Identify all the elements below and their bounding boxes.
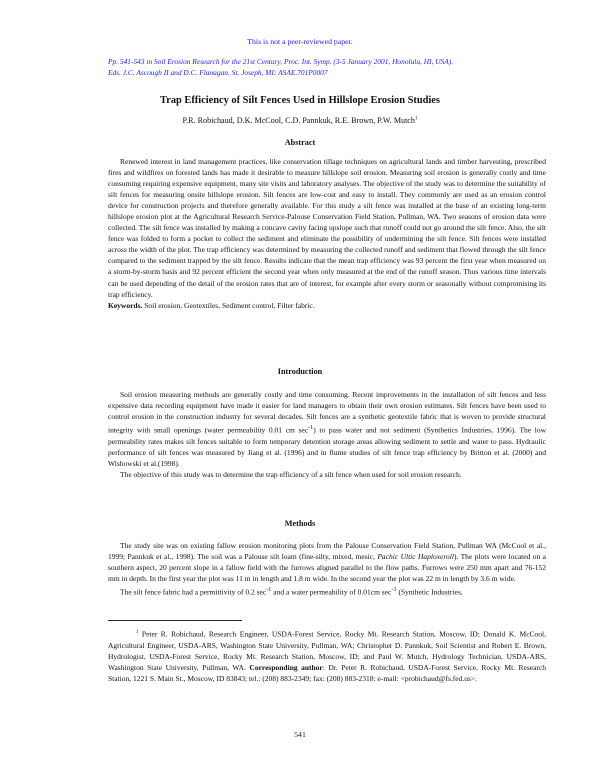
methods-paragraph-1 [108, 540, 546, 584]
citation-block [108, 56, 548, 78]
footnote-mark: 1 [136, 630, 139, 635]
footnote [108, 627, 546, 685]
methods-p2-part-c: (Synthetic Industries, [396, 587, 463, 597]
peer-review-notice: This is not a peer-reviewed paper. [247, 37, 353, 46]
paper-title: Trap Efficiency of Silt Fences Used in Hillslope Erosion Studies [160, 95, 440, 106]
abstract-body [108, 156, 546, 311]
footnote-divider [108, 620, 242, 621]
methods-p2-part-a: The silt fence fabric had a permittivity of 0.2 sec [120, 587, 267, 597]
abstract-heading: Abstract [284, 138, 316, 147]
intro-p1-part-a: Soil erosion measuring methods are generally costly and time consuming. Recent improvements in the installation of silt fences and less expensive data recording equipment have made it easier for land managers to obtain their own erosion estimates. Silt fences have been used to control erosion in the construction industry for several decades. Silt fences are a synthetic geotextile fabric that is woven to provide structural integrity with small openings (water permeability 0.01 cm sec [108, 390, 546, 435]
corresponding-author-label: Corresponding author [249, 663, 323, 673]
introduction-paragraph-1 [108, 389, 546, 469]
methods-p2-part-b: and a water permeability of 0.01cm sec [271, 587, 392, 597]
intro-p1-superscript: -1 [308, 424, 314, 432]
author-list [0, 116, 600, 125]
methods-heading: Methods [284, 519, 316, 528]
footnote-part-a: Peter R. Robichaud, Research Engineer, USDA-Forest Service, Rocky Mt. Research Station, Moscow, ID; Donald K. McCool, Agricultural Engineer, USDA-ARS, Washington State University, Pullman, WA; Christopher D. Pannkuk, Soil Scientist and Robert E. Brown, Hydrologist, USDA-Forest Service, Rocky Mt. Research Station, Moscow, ID; and Paul W. Mutch, Hydrology Technician, USDA-ARS, Washington State University, Pullman, WA. [108, 629, 546, 673]
citation-line-2: Eds. J.C. Ascough II and D.C. Flanagan. St. Joseph, MI: ASAE.701P0007 [108, 68, 328, 77]
introduction-body [108, 389, 546, 480]
soil-taxonomy-italic: Pachic Ultic Haploxeroll [377, 552, 454, 562]
author-footnote-mark: 1 [414, 116, 418, 122]
introduction-paragraph-2: The objective of this study was to determine the trap efficiency of a silt fence when used for soil erosion research. [120, 469, 462, 479]
citation-line-1: Pp. 541-543 in Soil Erosion Research for the 21st Century, Proc. Int. Symp. (3-5 January 2001, Honolulu, HI, USA). [108, 57, 454, 66]
keywords-line [108, 300, 546, 311]
introduction-heading: Introduction [277, 367, 323, 376]
footnote-text [108, 627, 546, 685]
intro-p1-part-b: ) to pass water and not sediment (Synthetics Industries, 1996). The low permeability rates makes silt fences suitable to form temporary detention storage areas allowing sediment to settle and water to pass. Hydraulic performance of silt fences was measured by Jiang et al. (1996) and in flume studies of silt fence trap efficiency by Britton et al. (2000) and Wishowski et al.(1998). [108, 425, 546, 468]
page-number: 541 [294, 730, 306, 739]
keywords-text: Soil erosion, Geotextiles, Sediment control, Filter fabric. [144, 300, 315, 310]
methods-p2-superscript-2: -1 [391, 586, 397, 594]
authors-text: P.R. Robichaud, D.K. McCool, C.D. Pannkuk, R.E. Brown, P.W. Mutch [182, 116, 415, 125]
keywords-label: Keywords. [108, 300, 143, 310]
methods-p1-part-a: The study site was on existing fallow erosion monitoring plots from the Palouse Conservation Field Station, Pullman WA (McCool et al., 1999; Pannkuk et al., 1998). The soil was a Palouse silt loam (fine-silty, mixed, mesic, [108, 541, 546, 562]
abstract-text: Renewed interest in land management practices, like conservation tillage techniques on agricultural lands and timber harvesting, prescribed fires and wildfires on forested lands has made it desirable to measure hillslope soil erosion. Measuring soil erosion is generally costly and time consuming requiring expensive equipment, many site visits and laboratory analyses. The objective of the study was to determine the suitability of silt fences for measuring onsite hillslope erosion. Silt fences are low-cost and easy to install. They commonly are used as an erosion control device for construction projects and therefore generally available. For this study a silt fence was installed at the base of an existing long-term hillslope erosion plot at the Agricultural Research Service-Palouse Conservation Field Station, Pullman, WA. Two seasons of erosion data were collected. The silt fence was installed by making a concave cavity facing upslope such that runoff could not go around the silt fence. Also, the silt fence was folded to form a pocket to collect the sediment and eliminate the possibility of undermining the silt fence. Silt fences were installed across the width of the plot. The trap efficiency was determined by measuring the collected runoff and sediment that flowed through the silt fence compared to the sediment trapped by the silt fence. Results indicate that the mean trap efficiency was 93 percent the first year when measured on a storm-by-storm basis and 92 percent efficient the second year when only measured at the end of the runoff season. Thus various time intervals can be used depending of the detail of the erosion rates that are of interest, for example after every storm or seasonally without compromising its trap efficiency. [108, 157, 546, 299]
footnote-part-b: : Dr. Peter R. Robichaud, USDA-Forest Service, Rocky Mt. Research Station, 1221 S. Main St., Moscow, ID 83843; tel.: (208) 883-2349; fax: (208) 883-2318: e-mail: <probichaud@fs.fed.us>. [108, 663, 546, 684]
methods-p1-part-b: ). The plots were located on a southern aspect, 20 percent slope in a fallow field with the furrows aligned parallel to the flow paths. Furrows were 250 mm apart and 76-152 mm in depth. In the first year the plot was 11 m in length and 1.8 m wide. In the second year the plot was 22 m in length by 3.6 m wide. [108, 552, 546, 584]
methods-p2-superscript-1: -1 [266, 586, 272, 594]
methods-body [108, 540, 546, 598]
methods-paragraph-2 [108, 584, 546, 598]
